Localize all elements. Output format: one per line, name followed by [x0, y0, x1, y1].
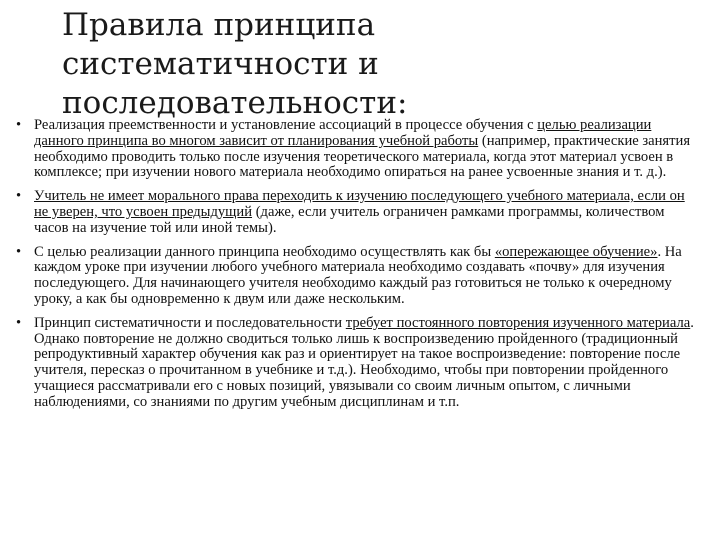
slide-title: Правила принципа систематичности и последовательности: — [62, 7, 408, 121]
item-2-text-cont: (даже, если учитель ограничен рамками программы, количеством часов на изучение той или иной темы). — [34, 203, 665, 236]
bullet-icon: • — [16, 117, 22, 133]
item-1-underlined: целью реализации данного принципа во многом зависит от планирования учебной работы — [34, 117, 652, 149]
item-3-text: С целью реализации данного принципа необходимо осуществлять как бы — [34, 243, 495, 260]
list-item-2 — [14, 189, 698, 236]
item-3-text-cont: . На каждом уроке при изучении любого учебного материала необходимо создавать «почву» для изучения последующего. Для начинающего учителя необходимо каждый раз готовиться не только к очередному уроку, а как бы одновременно к двум или даже нескольким. — [34, 243, 682, 307]
item-4-underlined: требует постоянного повторения изученного материала — [345, 314, 691, 331]
bullet-icon: • — [16, 314, 22, 331]
item-3-underlined: «опережающее обучение» — [494, 243, 658, 260]
bullet-icon: • — [16, 188, 22, 205]
item-4-text-cont: . Однако повторение не должно сводиться только лишь к воспроизведению пройденного (традиционный репродуктивный характер обучения как раз и ориентирует на такое воспроизведение: повторение после учителя, пересказ о прочитанном в учебнике и т.д.). Необходимо, чтобы при повторении пройденного учащиеся рассматривали его с новых позиций, увязывали со своим личным опытом, с личными наблюдениями, со знаниями по другим учебным дисциплинам и т.п. — [34, 314, 694, 410]
list-item-3 — [14, 245, 698, 308]
list-item-1 — [14, 118, 698, 181]
item-1-text-cont: (например, практические занятия необходимо проводить только после изучения теоретического материала, когда этот материал усвоен в комплексе; при изучении нового материала необходимо опираться на ранее усвоенные знания и т. д.). — [34, 132, 691, 181]
item-2-underlined: Учитель не имеет морального права переходить к изучению последующего учебного материала, если он не уверен, что усвоен предыдущий — [34, 188, 685, 220]
item-4-text: Принцип систематичности и последовательности — [34, 314, 346, 331]
list-item-4 — [14, 316, 698, 411]
bullet-icon: • — [16, 243, 22, 260]
item-1-text: Реализация преемственности и установление ассоциаций в процессе обучения с — [34, 117, 538, 133]
bullet-list — [14, 118, 698, 419]
